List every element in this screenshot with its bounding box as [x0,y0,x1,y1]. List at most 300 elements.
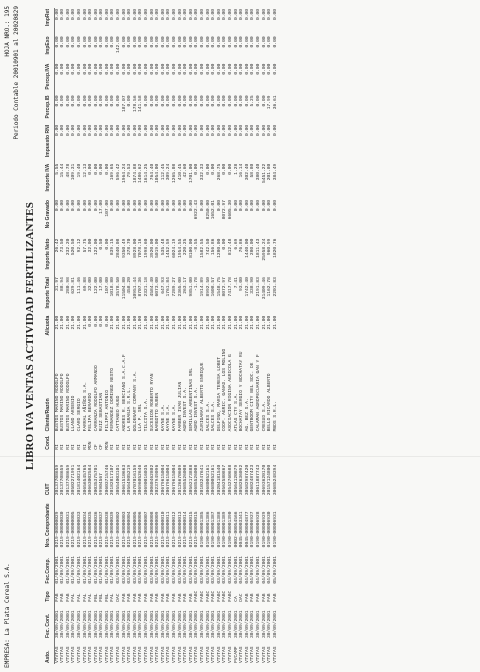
table-cell: 332.33 [199,163,205,181]
table-cell: 0.00 [93,95,99,107]
table-cell: RI [239,444,245,450]
table-cell: 20181402164 [76,464,82,496]
table-cell: 0.00 [88,124,94,136]
table-cell: VTVTAS [183,646,189,663]
table-cell: 0.00 [149,124,155,136]
table-cell: 12.13 [82,163,88,178]
table-cell: VTVTAS [144,646,150,663]
table-cell: 0.00 [76,63,82,75]
table-cell: 21.00 [188,315,194,330]
table-cell: FABC [216,590,222,602]
table-cell: 21.00 [132,315,138,330]
table-cell: AGRO INVEST S.A. [194,387,200,432]
table-cell: 0219-00000036 [93,511,99,548]
table-cell: 0.00 [194,163,200,175]
table-cell: FAB [60,593,66,602]
table-cell: 0.00 [104,238,110,250]
table-cell: CALAMAN AGROPECUARIA GAN Y F [255,354,261,432]
table-cell: 0190-00006931 [272,511,278,548]
table-cell: 30/09/2001 [160,610,166,639]
table-cell: 1964.24 [121,163,127,184]
table-cell: 8072.97 [222,277,228,297]
table-cell: 0.00 [188,95,194,107]
table-body [54,8,278,664]
table-header-row [46,8,54,664]
table-cell: 30/09/2001 [71,610,77,639]
table-cell: 0002-00054566 [233,511,239,548]
table-cell: 0219-00000031 [65,511,71,548]
table-cell: 30/09/2001 [93,610,99,639]
table-cell: 0.00 [272,36,278,48]
table-cell: FBL [104,593,110,602]
table-cell: 0219-00000008 [149,511,155,548]
table-cell: 263.17 [183,277,189,294]
table-cell: VTVTAS [211,646,217,663]
column-header: Percep.IVA [46,63,54,95]
table-cell: VTVTAS [188,646,194,663]
table-cell: 309.24 [166,163,172,181]
table-cell: 1954.55 [177,238,183,258]
table-cell: 629.81 [71,277,77,294]
column-header: Cond. [46,432,54,450]
table-cell: SEMILLAS ARGENTINAS SRL [188,368,194,432]
table-cell: 0.00 [222,95,228,107]
table-cell: 0.00 [205,63,211,75]
table-cell: 0219-00000035 [88,511,94,548]
table-cell: 0219-00000006 [138,511,144,548]
table-cell: 0.00 [104,63,110,75]
table-cell: 742.50 [205,238,211,256]
table-cell: FAB [138,593,144,602]
table-cell: 0.00 [54,95,60,107]
table-cell: 0219-00000013 [177,511,183,548]
table-cell: 0.00 [160,36,166,48]
table-cell: 21.00 [121,315,127,330]
table-cell: 20182817107 [110,464,116,496]
table-cell: RI [183,444,189,450]
table-cell: FAB [172,593,178,602]
table-cell: 0219-00000015 [194,511,200,548]
table-cell: 0190-00006927 [250,511,256,548]
table-cell: VTVTAS [255,646,261,663]
table-cell: 0.00 [199,9,205,21]
table-cell: 21.00 [60,315,66,330]
table-cell: 0.00 [199,63,205,75]
table-cell: 1874.88 [132,163,138,184]
table-cell: 5451.22 [261,163,267,184]
table-cell: 03/09/2001 [155,556,161,584]
table-cell: 04/09/2001 [244,556,250,584]
table-cell: VTVTAS [177,646,183,663]
table-cell: 0.00 [138,9,144,21]
table-cell: 0.00 [121,63,127,75]
table-cell: 21.00 [194,315,200,330]
table-cell: 1614.25 [144,163,150,184]
table-cell: 04/09/2001 [261,556,267,584]
table-cell: 0.00 [194,95,200,107]
table-cell: 0.00 [272,124,278,136]
column-header: Alícuota [46,315,54,340]
table-cell: 92.12 [76,238,82,253]
table-cell: DAC [239,593,245,602]
table-cell: 6024.19 [172,238,178,258]
table-cell: BUSTOS MARINO RODOLFO [65,373,71,432]
table-cell: RI [250,444,256,450]
table-cell: 69.88 [82,277,88,291]
table-cell: 20603715746 [104,464,110,496]
table-cell: 107.00 [104,277,110,294]
table-cell: 5019.00 [155,238,161,258]
table-cell: 2321.18 [144,277,150,297]
table-cell: DAC [116,593,122,602]
table-cell: 0.00 [211,95,217,107]
table-cell: 21.00 [172,315,178,330]
table-cell: 30/09/2001 [239,610,245,639]
table-cell: VTVTAS [138,646,144,663]
table-cell: 21.00 [272,315,278,330]
table-cell: RUIZ SEBASTIAN [99,392,105,432]
table-cell: 535.48 [160,238,166,256]
table-cell: 0.00 [93,163,99,175]
table-cell: 3920.00 [149,238,155,258]
table-cell: 0.00 [227,124,233,136]
table-cell: 17.00 [99,200,105,214]
table-cell: 122.00 [93,238,99,256]
table-cell: 30656545765 [82,464,88,496]
table-cell: 0.00 [88,95,94,107]
table-cell: 0.00 [227,9,233,21]
table-cell: 03/09/2001 [222,556,228,584]
table-cell: 42.60 [183,163,189,178]
table-cell: RI [272,444,278,450]
table-cell: 21.00 [244,315,250,330]
table-cell: RI [261,444,267,450]
table-cell: 0.00 [160,200,166,212]
table-cell: 0.00 [138,124,144,136]
column-header: ImpExo [46,35,54,62]
table-cell: 232.20 [65,238,71,256]
table-cell: 0.00 [211,36,217,48]
table-cell: 21.00 [183,315,189,330]
table-cell: RI [188,444,194,450]
table-cell: 0.00 [183,36,189,48]
table-cell: 9851.00 [188,277,194,297]
table-cell: 30680052161 [211,464,217,496]
table-cell: 0190-00001387 [211,511,217,548]
table-cell: 03/09/2001 [132,556,138,584]
table-cell: VTVTAS [99,646,105,663]
table-cell: 30/09/2001 [194,610,200,639]
table-cell: 0.00 [71,36,77,48]
table-cell: FAB [132,593,138,602]
table-cell: 1820.76 [272,238,278,258]
table-cell: 0.00 [244,200,250,212]
table-cell: 31.97 [54,277,60,291]
table-cell: 30/09/2001 [267,610,273,639]
table-cell: 0.00 [239,95,245,107]
table-cell: 0.00 [99,124,105,136]
table-cell: 21.00 [166,315,172,330]
table-cell: 20685526008 [183,464,189,496]
table-cell: 04/09/2001 [267,556,273,584]
table-cell: VTVTAS [261,646,267,663]
table-cell: 0.00 [76,95,82,107]
table-cell: 0.00 [222,9,228,21]
table-cell: 0.00 [244,9,250,21]
table-cell: -1.78 [194,277,200,291]
column-header: Asto. [46,639,54,664]
table-cell: 8707.36 [138,277,144,297]
table-cell: FABC [227,590,233,602]
table-cell: 01/09/2001 [110,556,116,584]
table-cell: 0.00 [132,124,138,136]
table-cell: ATLAS CTY S.A. [233,392,239,432]
table-cell: 187.07 [121,95,127,112]
table-cell: 30564120879 [233,464,239,496]
table-cell: 0190-00006930 [267,511,273,548]
table-cell: 0.00 [60,200,66,212]
table-cell: 0.00 [222,36,228,48]
table-cell: 0.00 [177,9,183,21]
table-cell: 0.00 [194,124,200,136]
table-cell: 30/09/2001 [82,610,88,639]
table-cell: FAB [272,593,278,602]
table-cell: 0.00 [54,63,60,75]
table-cell: 0.00 [65,124,71,136]
table-cell: RI [144,444,150,450]
table-cell: 169.65 [110,163,116,181]
table-cell: 0.00 [199,95,205,107]
accounting-period: Periodo Contable 20010901 al 20020829 [13,6,20,140]
table-cell: 0.00 [82,124,88,136]
table-cell: 0.00 [172,200,178,212]
table-cell: 0.00 [155,63,161,75]
table-cell: 0.00 [121,124,127,136]
table-cell: 0.00 [144,36,150,48]
table-cell: 0219-00000029 [54,511,60,548]
table-cell: 01/09/2001 [99,556,105,584]
table-cell: 1761.84 [166,277,172,297]
table-cell: 30/09/2001 [183,610,189,639]
table-cell: 0.00 [172,95,178,107]
table-cell: 0.00 [244,124,250,136]
table-cell: 107.00 [104,200,110,217]
table-cell: 1018.80 [110,277,116,297]
table-row [273,8,279,664]
table-cell: 8992.50 [205,277,211,297]
table-cell: VTVTAS [222,646,228,663]
column-header: Importe Neto [46,238,54,277]
table-cell: 20126670609 [177,464,183,496]
table-cell: 0219-00000039 [110,511,116,548]
table-cell: 30663002584 [88,464,94,496]
table-cell: 0.00 [261,200,267,212]
table-cell: 0.00 [172,63,178,75]
table-cell: FAB [261,593,267,602]
table-cell: 03/09/2001 [211,556,217,584]
table-cell: 0219-00000004 [127,511,133,548]
table-cell: 0.00 [99,36,105,48]
table-cell: RI [216,444,222,450]
table-cell: 0.00 [250,9,256,21]
table-cell: RI [227,444,233,450]
table-cell: 0.00 [54,36,60,48]
table-cell: 03/09/2001 [166,556,172,584]
table-cell: 0.00 [99,63,105,75]
table-cell: FAB [65,593,71,602]
table-cell: 1054.00 [155,163,161,184]
table-cell: 1548.75 [216,277,222,297]
table-cell: 0.00 [71,124,77,136]
table-cell: 0.00 [239,36,245,48]
table-cell: CARRANZA RODOLFO ARMANDO [93,365,99,432]
table-cell: 0.00 [60,124,66,136]
table-cell: 0.00 [166,95,172,107]
table-cell: 0.00 [99,95,105,107]
table-cell: VTVTAS [71,646,77,663]
table-cell: 20103247641 [199,464,205,496]
table-cell: 30/09/2001 [177,610,183,639]
table-cell: 04/09/2001 [250,556,256,584]
table-cell: 03/09/2001 [205,556,211,584]
column-header: CUIT [46,451,54,496]
table-cell: 0190-00001388 [216,511,222,548]
table-cell: 0.00 [166,36,172,48]
table-cell: 0.00 [177,95,183,107]
table-cell: 0219-00000002 [116,511,122,548]
table-cell: ASOCIACION RIGINA AGRICOLA G [227,354,233,432]
table-cell: 839.15 [110,238,116,256]
table-cell: 21.00 [239,315,245,330]
table-cell: 0.00 [188,63,194,75]
table-cell: 01/09/2001 [93,556,99,584]
table-cell: RI [160,444,166,450]
table-cell: 0.00 [88,315,94,327]
table-cell: 0045-00003341 [239,511,245,548]
table-cell: 20137708659 [60,464,66,496]
table-cell: 20679615004 [172,464,178,496]
table-cell: 30/09/2001 [116,610,122,639]
table-cell: 03/09/2001 [199,556,205,584]
table-cell: 57.75 [82,238,88,253]
table-cell: 7417.78 [227,277,233,297]
table-cell: FAB [250,593,256,602]
table-cell: FAL [110,593,116,602]
table-cell: FARRAL AÑIÑOS S.A. [82,381,88,432]
table-cell: 0.00 [116,95,122,107]
table-cell: 03/09/2001 [127,556,133,584]
table-cell: BARGOTTO RUBEN [155,392,161,432]
table-cell: 0.00 [93,9,99,21]
table-cell: 0219-00000014 [183,511,189,548]
table-cell: 0.00 [222,124,228,136]
table-cell: 0.00 [166,9,172,21]
table-cell: CLARO SERGIO [76,398,82,432]
table-cell: 112.45 [160,163,166,181]
table-cell: VTVTAS [93,646,99,663]
table-cell: 30/09/2001 [188,610,194,639]
table-cell: VTVTAS [267,646,273,663]
table-cell: RI [205,444,211,450]
column-header: Percep.IB [46,94,54,123]
table-cell: RI [65,444,71,450]
table-cell: 0.00 [71,9,77,21]
table-cell: 0.00 [65,36,71,48]
table-cell: 0.00 [255,63,261,75]
table-cell: 109.31 [71,163,77,181]
table-cell: 0.00 [88,36,94,48]
table-cell: VTVTAS [205,646,211,663]
table-cell: 0.00 [250,200,256,212]
table-cell: 30564905219 [127,464,133,496]
table-cell: FAB [177,593,183,602]
table-cell: 0219-00000009 [155,511,161,548]
table-cell: ANDRES R. BERCIANO S.A.C.A.F [121,354,127,432]
table-cell: 8072.97 [222,200,228,220]
table-cell: 0.00 [110,200,116,212]
table-cell: RI [71,444,77,450]
table-cell: 0.00 [183,95,189,107]
table-cell: 0.00 [177,200,183,212]
table-cell: 0.00 [267,9,273,21]
table-cell: 3578.50 [116,277,122,297]
table-cell: 0.00 [127,63,133,75]
table-cell: CATTANEO HUGO [116,395,122,432]
table-cell: SALCES S.A. [205,401,211,432]
table-cell: 21.00 [71,315,77,330]
table-cell: 21.00 [255,315,261,330]
table-cell: 378.70 [127,238,133,256]
table-cell: RI [233,444,239,450]
column-header: Importe IVA [46,163,54,199]
table-cell: 0.00 [88,63,94,75]
table-cell: 30693620170 [261,464,267,496]
table-cell: 0.00 [121,36,127,48]
table-cell: GENTBOOM CITY BEL SOC. DE [250,362,256,432]
table-cell: 111.46 [76,277,82,294]
table-cell: 0.00 [255,9,261,21]
table-cell: VTVTAS [166,646,172,663]
table-cell: FAL [76,593,82,602]
table-cell: 6605.30 [227,200,233,220]
table-cell: VTVTAS [82,646,88,663]
table-cell: VTVTAS [54,646,60,663]
table-cell: 20060462802 [149,464,155,496]
table-cell: 0.00 [65,9,71,21]
table-cell: 2365.00 [177,277,183,297]
table-cell: FABC [205,590,211,602]
table-cell: 0.00 [127,9,133,21]
table-cell: 0219-00000007 [144,511,150,548]
table-cell: 0.00 [160,63,166,75]
table-cell: VTVTAS [127,646,133,663]
table-cell: 30/09/2001 [233,610,239,639]
table-cell: 8250.00 [205,200,211,220]
table-cell: 0190-00001386 [205,511,211,548]
table-cell: CRESUD S.A. [261,401,267,432]
table-cell: 76.86 [239,238,245,253]
table-cell: 20035375701 [93,464,99,496]
table-cell: FABC [211,590,217,602]
table-cell: 30680052161 [205,464,211,496]
table-cell: 0.00 [227,95,233,107]
table-cell: 338.90 [250,277,256,294]
table-cell: 0.00 [54,124,60,136]
table-cell: RI [54,444,60,450]
table-cell: 0.00 [82,95,88,107]
table-cell: 04/09/2001 [239,556,245,584]
table-cell: 0.00 [99,9,105,21]
